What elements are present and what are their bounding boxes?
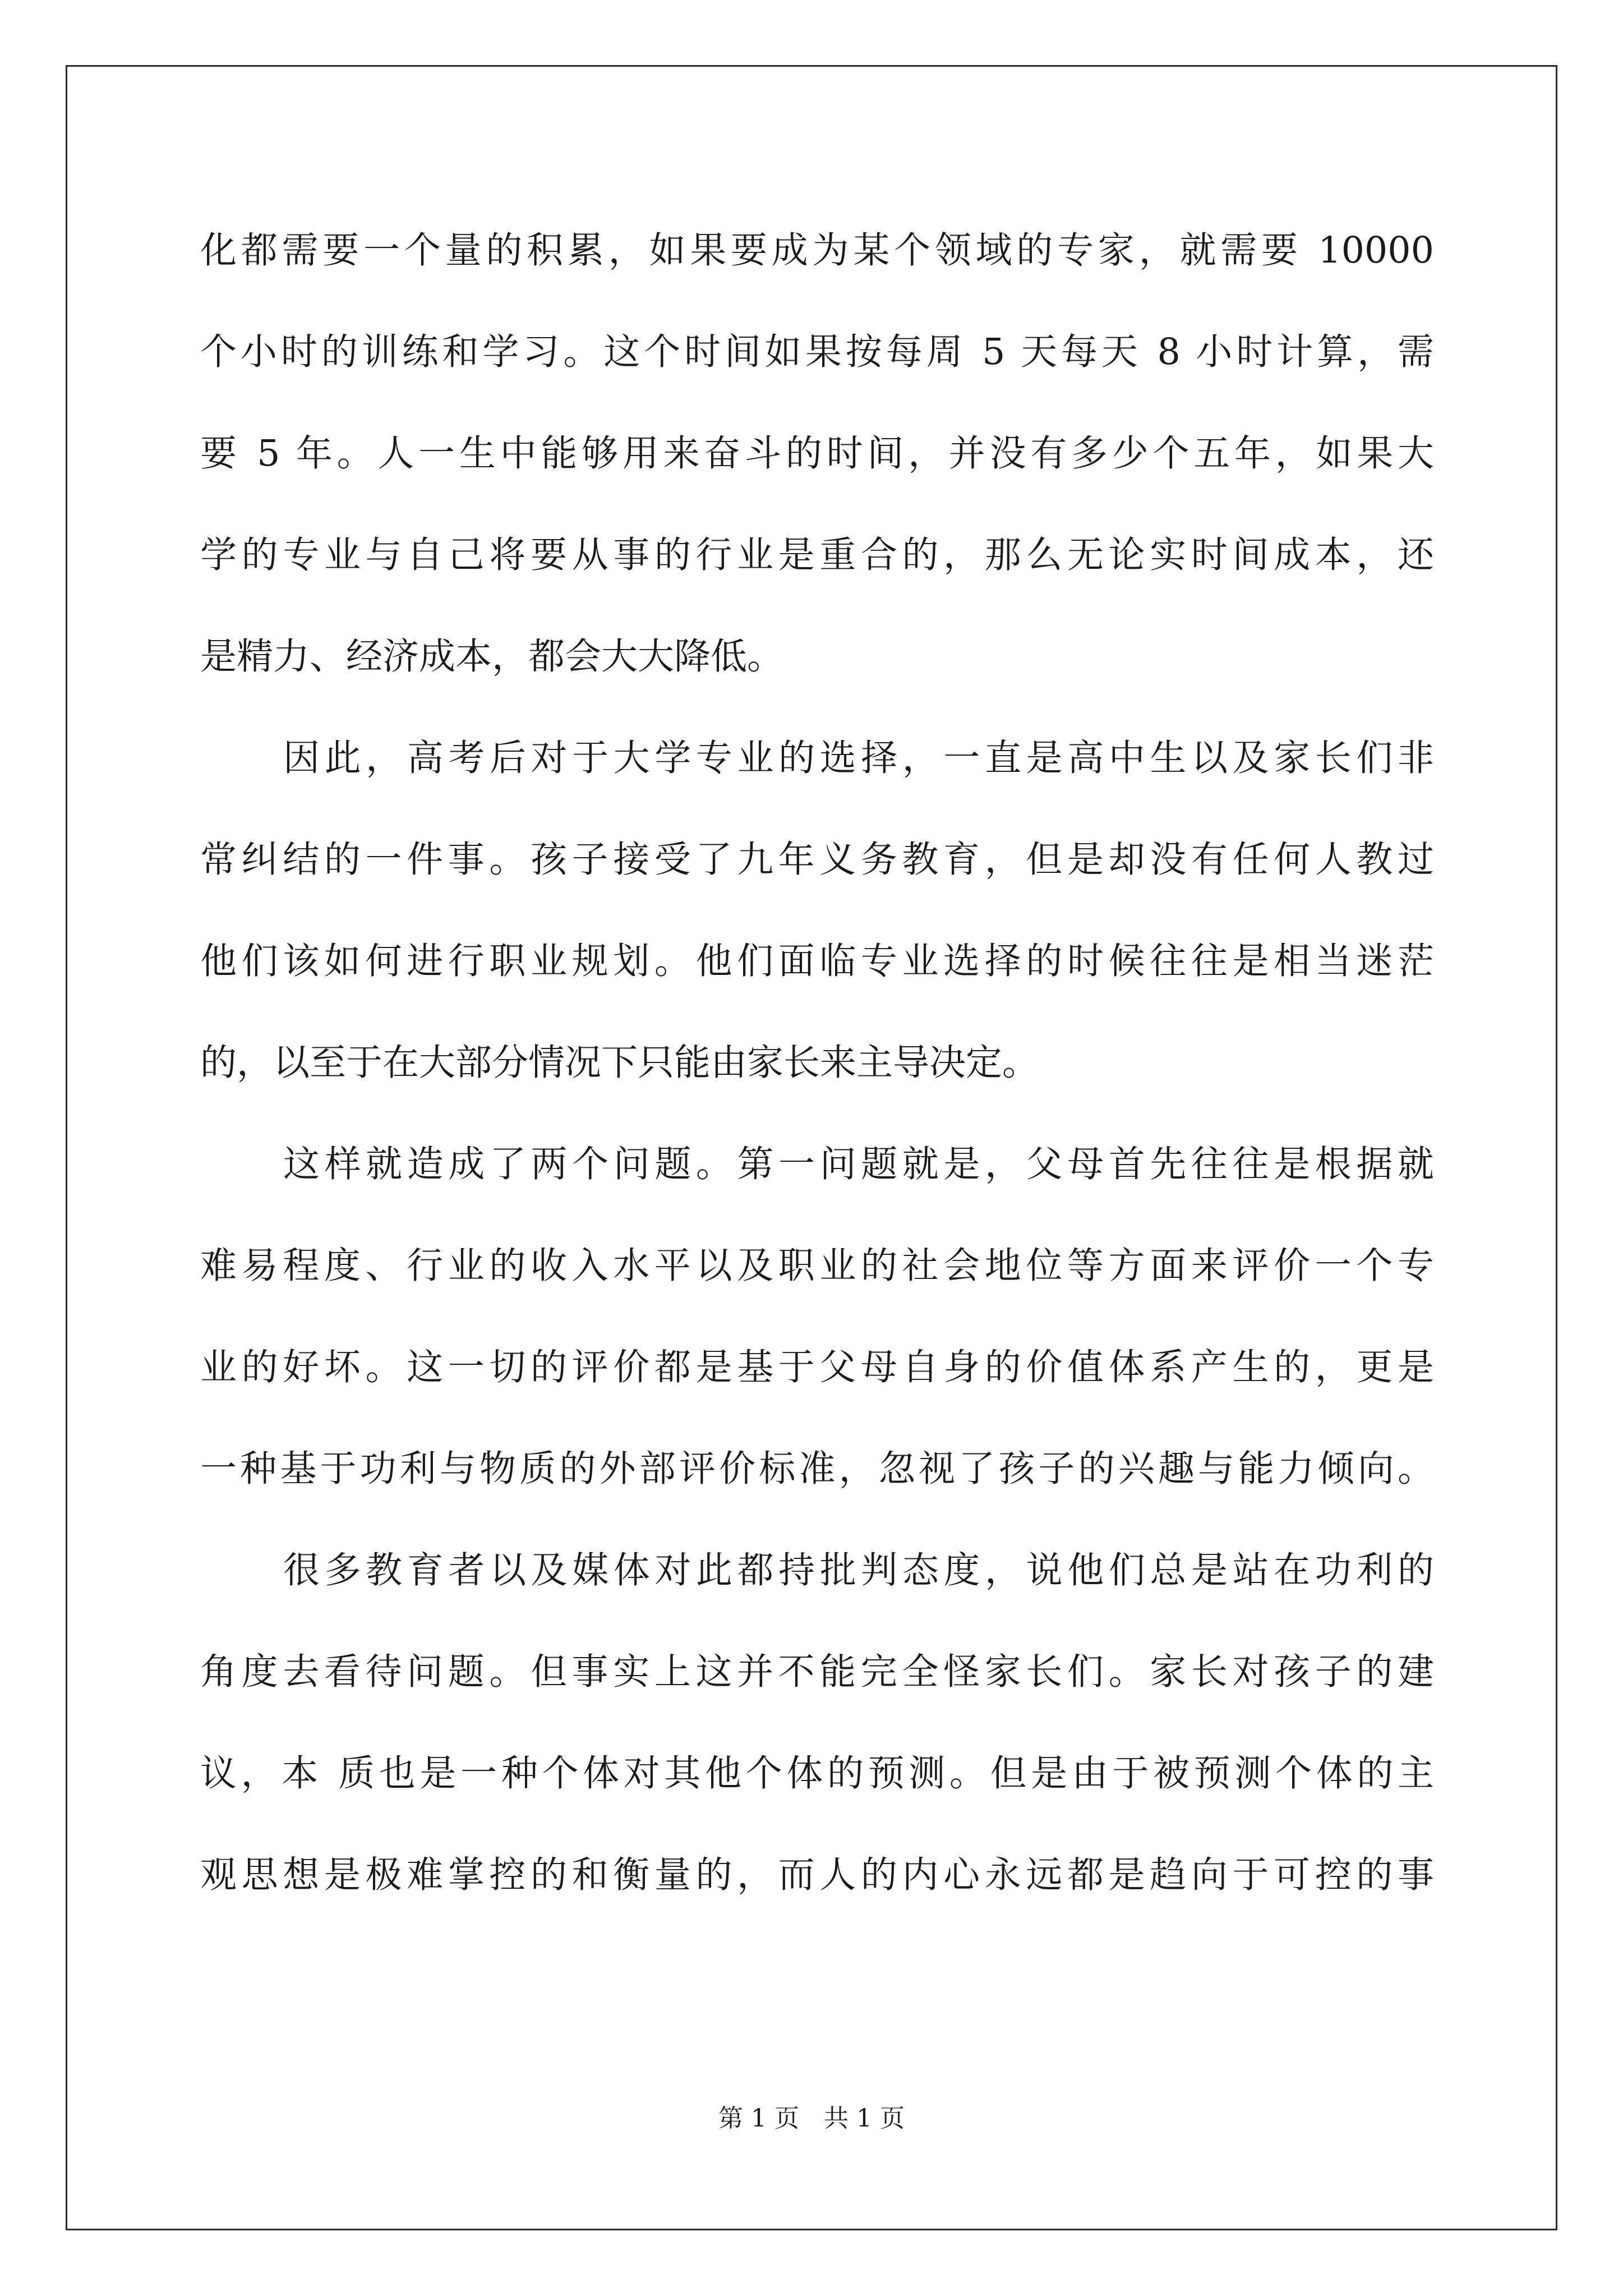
text-line: 很多教育者以及媒体对此都持批判态度，说他们总是站在功利的 [283,1549,1434,1591]
text-line: 一种基于功利与物质的外部评价标准，忽视了孩子的兴趣与能力倾向。 [200,1448,1434,1490]
text-line: 的，以至于在大部分情况下只能由家长来主导决定。 [200,1042,1039,1084]
text-line: 学的专业与自己将要从事的行业是重合的，那么无论实时间成本，还 [200,534,1434,576]
text-line: 常纠结的一件事。孩子接受了九年义务教育，但是却没有任何人教过 [200,839,1434,881]
text-line: 个小时的训练和学习。这个时间如果按每周 5 天每天 8 小时计算，需 [200,331,1434,373]
text-line: 他们该如何进行职业规划。他们面临专业选择的时候往往是相当迷茫 [200,940,1434,982]
page-number: 第 1 页 共 1 页 [718,2104,905,2133]
text-line: 难易程度、行业的收入水平以及职业的社会地位等方面来评价一个专 [200,1245,1434,1287]
text-line: 业的好坏。这一切的评价都是基于父母自身的价值体系产生的，更是 [200,1346,1434,1388]
text-line: 这样就造成了两个问题。第一问题就是，父母首先往往是根据就 [283,1143,1434,1185]
text-line: 化都需要一个量的积累，如果要成为某个领域的专家，就需要 10000 [200,229,1434,272]
text-line: 因此，高考后对于大学专业的选择，一直是高中生以及家长们非 [283,737,1434,779]
text-line: 要 5 年。人一生中能够用来奋斗的时间，并没有多少个五年，如果大 [200,432,1434,475]
text-line: 是精力、经济成本，都会大大降低。 [200,636,784,678]
page-footer [0,2098,1623,2134]
text-line: 观思想是极难掌控的和衡量的，而人的内心永远都是趋向于可控的事 [200,1854,1434,1896]
document-body [200,209,1434,1935]
text-line: 角度去看待问题。但事实上这并不能完全怪家长们。家长对孩子的建 [200,1651,1434,1693]
text-line: 议，本 质也是一种个体对其他个体的预测。但是由于被预测个体的主 [200,1752,1434,1795]
